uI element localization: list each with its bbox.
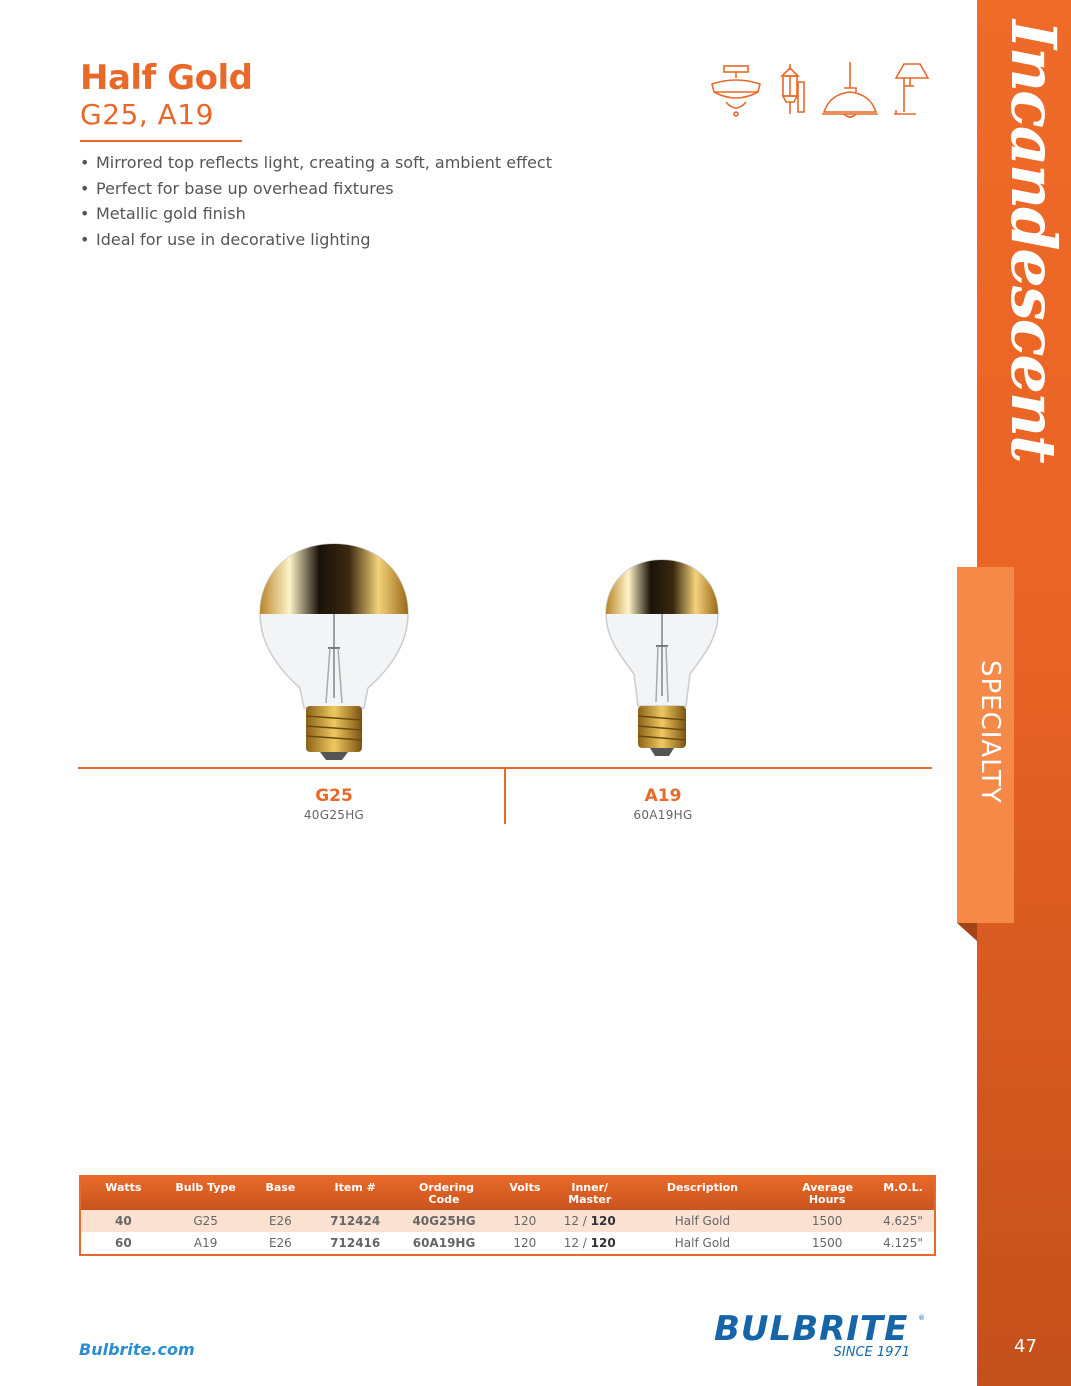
pendant-icon	[822, 62, 878, 117]
col-header: Bulb Type	[166, 1176, 246, 1210]
page-subtitle: G25, A19	[80, 98, 214, 131]
g25-code: 40G25HG	[303, 808, 365, 822]
section-tab-label: SPECIALTY	[975, 660, 1005, 804]
feature-item: • Ideal for use in decorative lighting	[80, 229, 371, 249]
col-header: Volts	[493, 1176, 557, 1210]
svg-text:BULBRITE: BULBRITE	[714, 1309, 909, 1349]
ceiling-fixture-icon	[712, 66, 760, 116]
svg-text:SINCE 1971: SINCE 1971	[833, 1345, 910, 1360]
spec-table	[79, 1175, 936, 1256]
website-link[interactable]: Bulbrite.com	[79, 1340, 195, 1359]
col-header: M.O.L.	[872, 1176, 935, 1210]
feature-item: • Perfect for base up overhead fixtures	[80, 178, 394, 198]
title-underline	[80, 140, 242, 142]
col-header: Item #	[315, 1176, 395, 1210]
page-title: Half Gold	[80, 58, 253, 98]
g25-label: G25	[315, 786, 353, 806]
feature-item: • Mirrored top reflects light, creating a soft, ambient effect	[80, 153, 552, 172]
table-lamp-icon	[894, 64, 928, 114]
feature-item: • Metallic gold finish	[80, 204, 246, 223]
g25-bulb-image	[254, 538, 414, 764]
fixture-icons	[706, 62, 932, 120]
page-number: 47	[1014, 1336, 1037, 1357]
col-header: Watts	[80, 1176, 166, 1210]
a19-label: A19	[644, 786, 682, 806]
col-header: Average Hours	[782, 1176, 872, 1210]
col-header: Inner/ Master	[557, 1176, 623, 1210]
a19-code: 60A19HG	[633, 808, 693, 822]
feature-list	[80, 150, 552, 252]
product-separator	[504, 769, 506, 824]
bulbrite-logo	[712, 1306, 926, 1358]
svg-text:Incandescent: Incandescent	[997, 20, 1070, 462]
table-header-row	[80, 1176, 935, 1210]
wall-lantern-icon	[782, 64, 804, 114]
tab-fold	[957, 923, 977, 941]
category-heading	[997, 20, 1070, 540]
table-row: 60 A19 E26 712416 60A19HG 120 12 / 120 Half Gold 1500 4.125"	[80, 1232, 935, 1255]
svg-text:®: ®	[918, 1314, 925, 1322]
col-header: Ordering Code	[395, 1176, 493, 1210]
col-header: Description	[623, 1176, 783, 1210]
a19-bulb-image	[600, 556, 724, 762]
table-row: 40 G25 E26 712424 40G25HG 120 12 / 120 Half Gold 1500 4.625"	[80, 1210, 935, 1232]
col-header: Base	[246, 1176, 316, 1210]
